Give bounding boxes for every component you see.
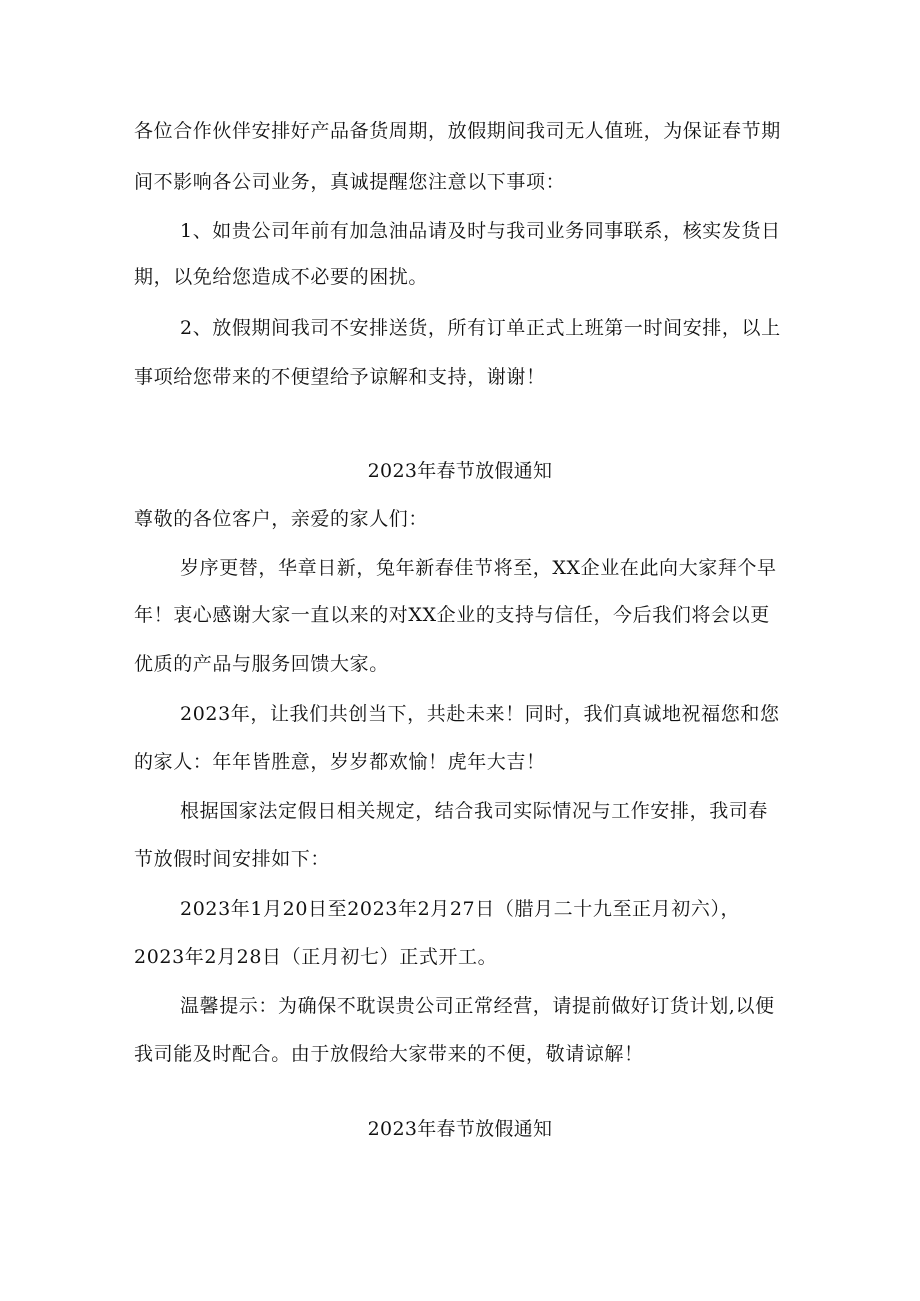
notice-greeting: 尊敬的各位客户，亲爱的家人们： — [134, 508, 429, 530]
item-1-line-1: 1、如贵公司年前有加急油品请及时与我司业务同事联系，核实发货日 — [180, 220, 781, 242]
notice-p3-line-2: 节放假时间安排如下： — [134, 848, 331, 870]
notice-p1-line-2: 年！衷心感谢大家一直以来的对XX企业的支持与信任，今后我们将会以更 — [134, 604, 770, 626]
item-2-line-2: 事项给您带来的不便望给予谅解和支持，谢谢！ — [134, 366, 546, 388]
notice-p4-line-1: 2023年1月20日至2023年2月27日（腊月二十九至正月初六）， — [180, 898, 741, 920]
notice-p4-line-2: 2023年2月28日（正月初七）正式开工。 — [134, 946, 498, 968]
item-2-line-1: 2、放假期间我司不安排送货，所有订单正式上班第一时间安排，以上 — [180, 317, 781, 339]
intro-line-1: 各位合作伙伴安排好产品备货周期，放假期间我司无人值班，为保证春节期 — [134, 120, 781, 142]
notice-p2-line-2: 的家人：年年皆胜意，岁岁都欢愉！虎年大吉！ — [134, 751, 546, 773]
intro-line-2: 间不影响各公司业务，真诚提醒您注意以下事项： — [134, 171, 566, 193]
notice-title: 2023年春节放假通知 — [367, 460, 553, 482]
notice-p1-line-1: 岁序更替，华章日新，兔年新春佳节将至，XX企业在此向大家拜个早 — [180, 557, 777, 579]
notice-p5-line-2: 我司能及时配合。由于放假给大家带来的不便，敬请谅解！ — [134, 1043, 644, 1065]
notice-p2-line-1: 2023年，让我们共创当下，共赴未来！同时，我们真诚地祝福您和您 — [180, 703, 780, 725]
notice-p5-line-1: 温馨提示：为确保不耽误贵公司正常经营，请提前做好订货计划,以便 — [180, 995, 775, 1017]
item-1-line-2: 期，以免给您造成不必要的困扰。 — [134, 266, 429, 288]
notice-p1-line-3: 优质的产品与服务回馈大家。 — [134, 653, 389, 675]
footer-title: 2023年春节放假通知 — [367, 1118, 553, 1140]
notice-p3-line-1: 根据国家法定假日相关规定，结合我司实际情况与工作安排，我司春 — [180, 800, 769, 822]
